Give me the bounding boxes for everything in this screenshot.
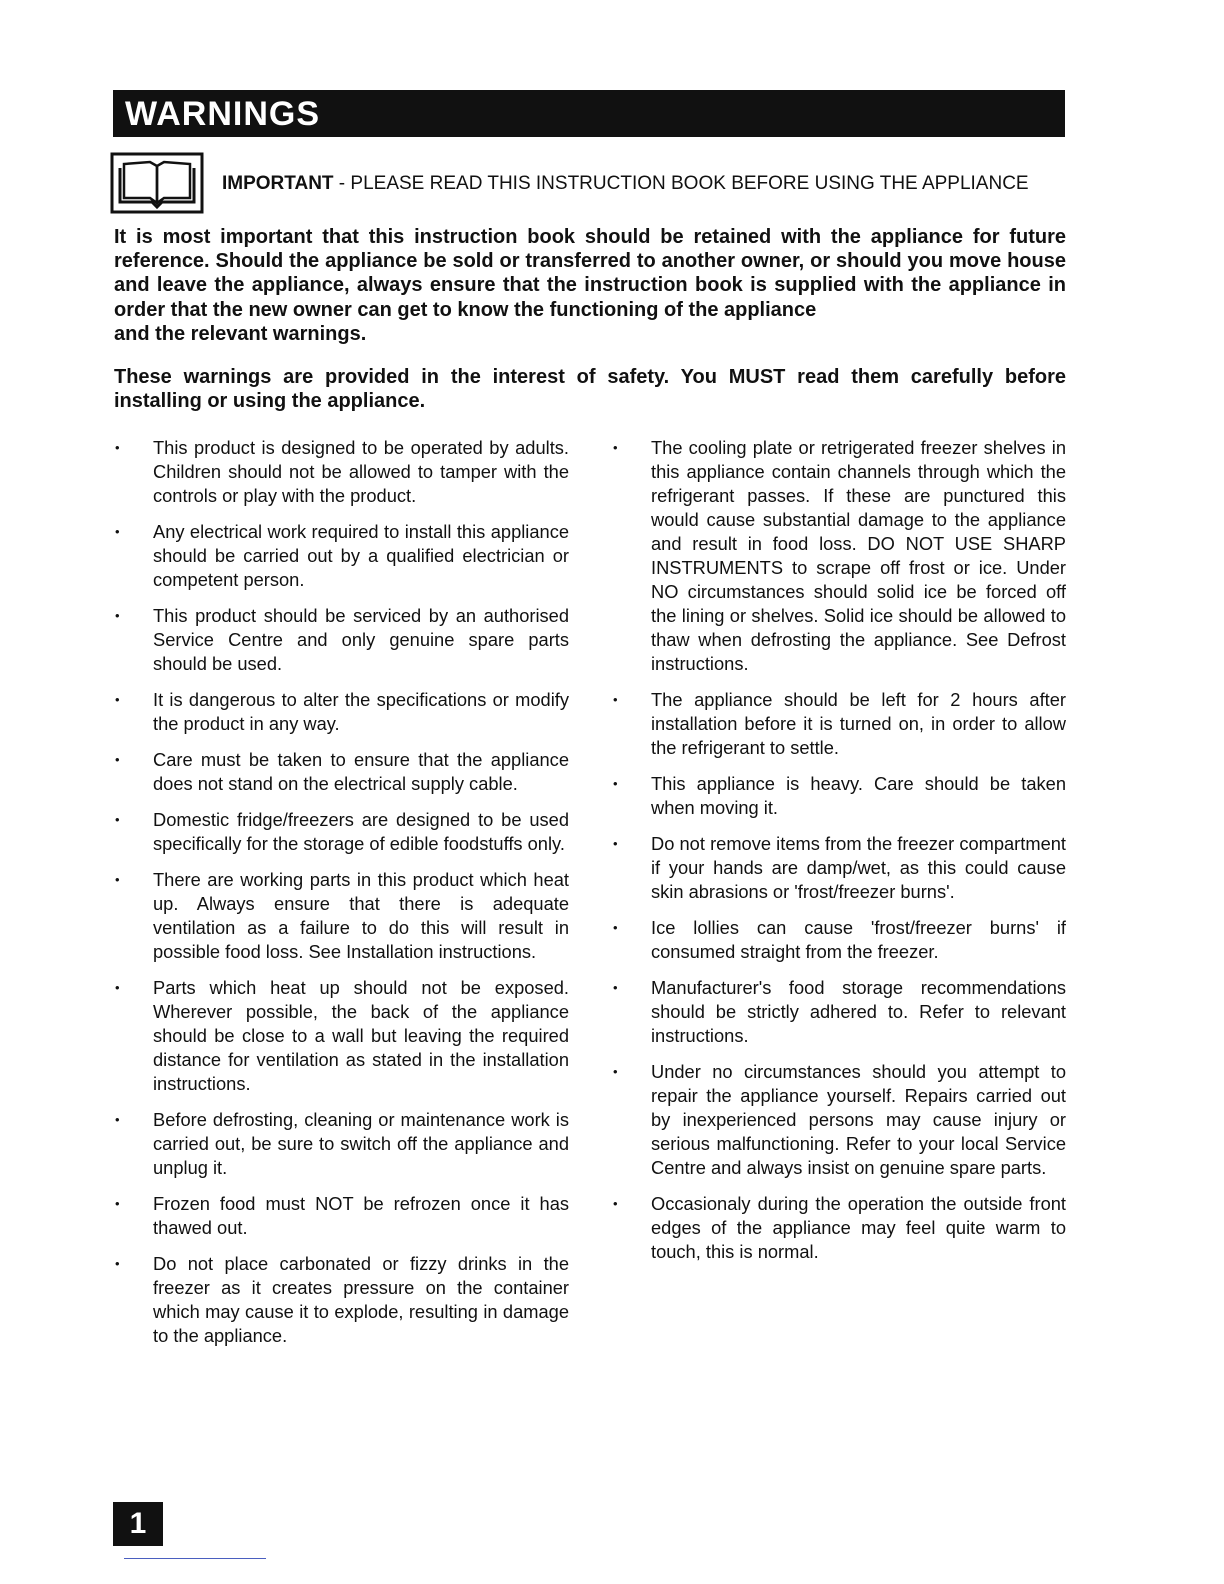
warning-item: • Occasionaly during the operation the outside front edges of the appliance may feel quite warm to touch, this is normal. — [610, 1192, 1066, 1264]
warning-item: • This product should be serviced by an authorised Service Centre and only genuine spare parts should be used. — [112, 604, 569, 676]
warning-item: • Domestic fridge/freezers are designed to be used specifically for the storage of edible foodstuffs only. — [112, 808, 569, 856]
warning-item: • Do not remove items from the freezer compartment if your hands are damp/wet, as this could cause skin abrasions or 'frost/freezer burns'. — [610, 832, 1066, 904]
warning-item: • Ice lollies can cause 'frost/freezer burns' if consumed straight from the freezer. — [610, 916, 1066, 964]
warning-item: • Frozen food must NOT be refrozen once it has thawed out. — [112, 1192, 569, 1240]
warning-item: • The appliance should be left for 2 hours after installation before it is turned on, in order to allow the refrigerant to settle. — [610, 688, 1066, 760]
warning-item: • It is dangerous to alter the specifications or modify the product in any way. — [112, 688, 569, 736]
page-number: 1 — [113, 1502, 163, 1546]
title-bar — [113, 90, 1065, 137]
warning-item: • Do not place carbonated or fizzy drinks in the freezer as it creates pressure on the container which may cause it to explode, resulting in damage to the appliance. — [112, 1252, 569, 1348]
warning-item: • This appliance is heavy. Care should be taken when moving it. — [610, 772, 1066, 820]
safety-notice: These warnings are provided in the interest of safety. You MUST read them carefully before installing or using the appliance. — [114, 366, 1066, 413]
warning-item: • Parts which heat up should not be exposed. Wherever possible, the back of the appliance should be close to a wall but leaving the required distance for ventilation as stated in the installation instructions. — [112, 976, 569, 1096]
warning-item: • Manufacturer's food storage recommendations should be strictly adhered to. Refer to relevant instructions. — [610, 976, 1066, 1048]
intro-last-line: and the relevant warnings. — [114, 322, 367, 345]
page-title: WARNINGS — [125, 95, 320, 133]
left-warnings-list — [112, 436, 569, 1360]
important-notice — [222, 172, 1029, 196]
bottom-rule — [124, 1558, 266, 1559]
warning-item: • Before defrosting, cleaning or maintenance work is carried out, be sure to switch off the appliance and unplug it. — [112, 1108, 569, 1180]
important-label: IMPORTANT — [222, 173, 334, 194]
important-text: - PLEASE READ THIS INSTRUCTION BOOK BEFORE USING THE APPLIANCE — [333, 173, 1029, 194]
warning-item: • The cooling plate or retrigerated freezer shelves in this appliance contain channels through which the refrigerant passes. If these are punctured this would cause substantial damage to the appliance and result in food loss. DO NOT USE SHARP INSTRUMENTS to scrape off frost or ice. Under NO circumstances should solid ice be forced off the lining or shelves. Solid ice should be allowed to thaw when defrosting the appliance. See Defrost instructions. — [610, 436, 1066, 676]
warning-item: • This product is designed to be operated by adults. Children should not be allowed to tamper with the controls or play with the product. — [112, 436, 569, 508]
intro-text: It is most important that this instruction book should be retained with the appliance for future reference. Should the appliance be sold or transferred to another owner, or should you move house and leave the appliance, always ensure that the instruction book is supplied with the appliance in order that the new owner can get to know the functioning of the appliance — [114, 226, 1066, 321]
right-warnings-list — [610, 436, 1066, 1276]
warning-item: • There are working parts in this product which heat up. Always ensure that there is adequate ventilation as a failure to do this will result in possible food loss. See Installation instructions. — [112, 868, 569, 964]
warning-item: • Any electrical work required to install this appliance should be carried out by a qualified electrician or competent person. — [112, 520, 569, 592]
warning-item: • Care must be taken to ensure that the appliance does not stand on the electrical supply cable. — [112, 748, 569, 796]
warning-item: • Under no circumstances should you attempt to repair the appliance yourself. Repairs carried out by inexperienced persons may cause injury or serious malfunctioning. Refer to your local Service Centre and always insist on genuine spare parts. — [610, 1060, 1066, 1180]
open-book-icon — [110, 152, 204, 214]
intro-paragraph — [114, 225, 1066, 346]
